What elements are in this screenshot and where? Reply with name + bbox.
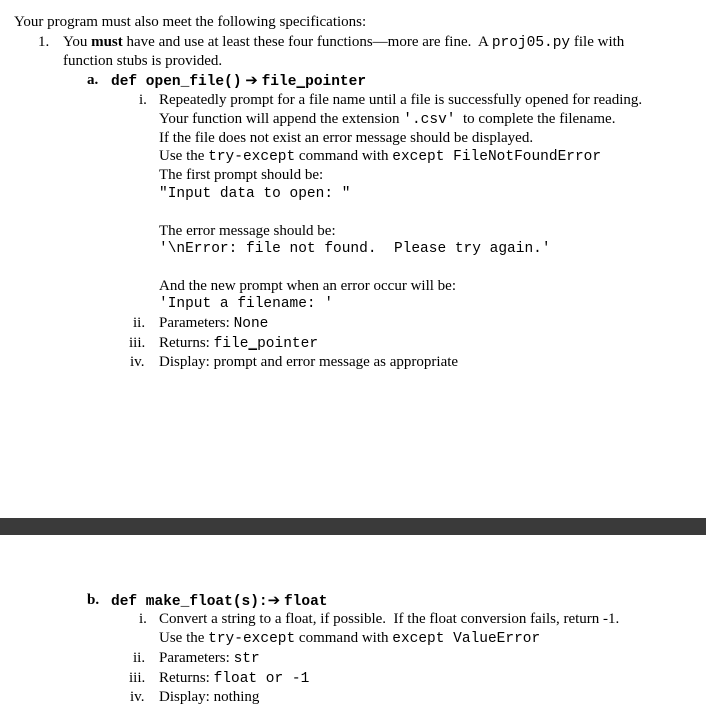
first-prompt-code: "Input data to open: " xyxy=(159,186,351,202)
a-i-line-3: If the file does not exist an error message should be displayed. xyxy=(159,130,534,146)
proj-filename: proj05.py xyxy=(491,35,571,51)
b-iv-display: Display: nothing xyxy=(159,689,260,705)
a-i-line-5: The first prompt should be: xyxy=(159,167,324,183)
item-1-number: 1. xyxy=(38,34,50,50)
right-arrow-icon: ➔ xyxy=(245,71,258,89)
item-1-line-2: function stubs is provided. xyxy=(63,53,223,69)
a-i-line-1: Repeatedly prompt for a file name until a file is successfully opened for reading. xyxy=(159,92,643,108)
right-arrow-icon: ➔ xyxy=(267,591,281,609)
a-i-line-7: The error message should be: xyxy=(159,223,336,239)
a-i-number: i. xyxy=(139,92,147,108)
b-i-number: i. xyxy=(139,611,147,627)
a-iii-returns: Returns: file_pointer xyxy=(159,335,319,352)
b-ii-number: ii. xyxy=(133,650,146,666)
item-a-label: a. xyxy=(87,72,99,88)
a-iii-number: iii. xyxy=(129,335,146,351)
b-iii-returns: Returns: float or -1 xyxy=(159,670,310,687)
must-emphasis: must xyxy=(91,34,123,50)
a-i-line-9: And the new prompt when an error occur will be: xyxy=(159,278,456,294)
b-iv-number: iv. xyxy=(130,689,145,705)
b-iii-number: iii. xyxy=(129,670,146,686)
a-iv-display: Display: prompt and error message as appropriate xyxy=(159,354,459,370)
error-message-code: '\nError: file not found. Please try again.' xyxy=(159,241,551,257)
a-i-line-4: Use the try-except command with except FileNotFoundError xyxy=(159,148,602,165)
a-iv-number: iv. xyxy=(130,354,145,370)
b-ii-parameters: Parameters: str xyxy=(159,650,260,667)
item-b-label: b. xyxy=(87,592,100,608)
open-file-signature: def open_file() ➔ file_pointer xyxy=(111,71,367,90)
b-i-line-2: Use the try-except command with except ValueError xyxy=(159,630,541,647)
intro-text: Your program must also meet the following specifications: xyxy=(14,14,367,30)
b-i-line-1: Convert a string to a float, if possible. If the float conversion fails, return -1. xyxy=(159,611,620,627)
make-float-signature: def make_float(s):➔ float xyxy=(111,591,328,610)
item-1-line-1: You must have and use at least these four functions—more are fine. A proj05.py file with xyxy=(63,34,625,51)
new-prompt-code: 'Input a filename: ' xyxy=(159,296,334,312)
a-ii-number: ii. xyxy=(133,315,146,331)
page-divider xyxy=(0,518,706,535)
a-ii-parameters: Parameters: None xyxy=(159,315,269,332)
a-i-line-2: Your function will append the extension '.csv' to complete the filename. xyxy=(159,111,616,128)
